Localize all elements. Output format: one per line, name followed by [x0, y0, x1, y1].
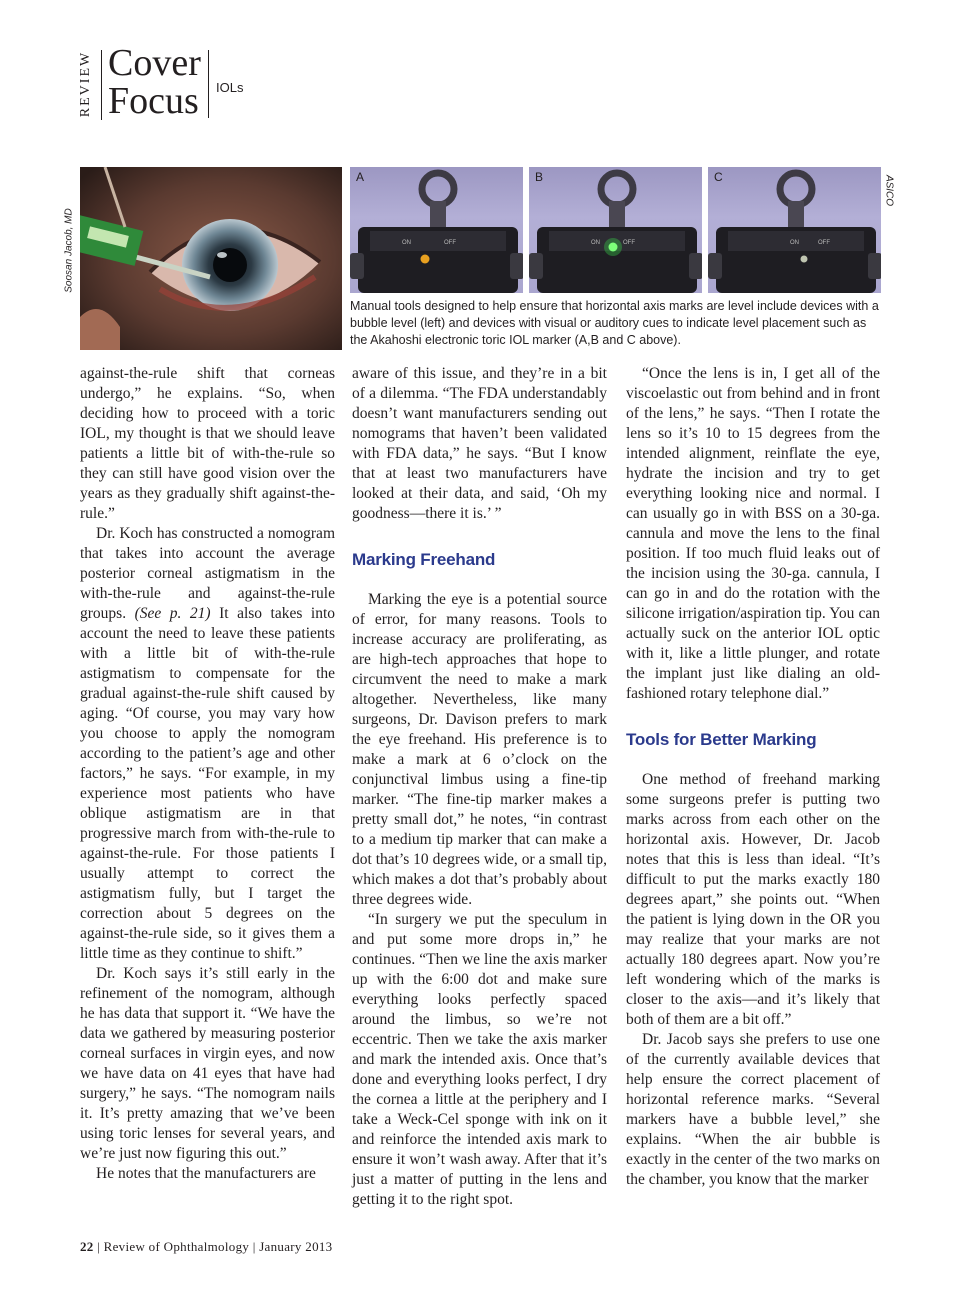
device-panel-b	[529, 167, 702, 293]
subheading: Tools for Better Marking	[626, 730, 817, 749]
section-title	[108, 44, 201, 120]
svg-text:OFF: OFF	[444, 240, 456, 246]
cross-reference: (See p. 21)	[134, 605, 211, 622]
electronic-marker-icon	[708, 167, 881, 293]
page-number: 22	[80, 1239, 94, 1254]
publication-name: Review of Ophthalmology	[103, 1239, 250, 1254]
paragraph	[80, 524, 335, 964]
electronic-marker-icon	[350, 167, 523, 293]
article-column-2	[352, 364, 607, 1210]
section-tag: IOLs	[216, 80, 244, 95]
panel-label-a: A	[356, 170, 365, 184]
svg-text:ON: ON	[402, 240, 411, 246]
device-panel-c	[708, 167, 881, 293]
article-column-1	[80, 364, 335, 1184]
section-title-line2: Focus	[108, 80, 199, 122]
paragraph: Dr. Jacob says she prefers to use one of the currently available devices that help ensure the correct placement of horizontal reference marks. “Several markers have a bubble level,” she explains. “When the air bubble is exactly in the center of the two marks on the chamber, you know that the marker	[626, 1031, 880, 1188]
eye-photo	[80, 167, 342, 350]
eye-illustration	[80, 167, 342, 350]
device-panel-a	[350, 167, 523, 293]
header-divider-left	[101, 50, 102, 120]
page-footer: 22 | Review of Ophthalmology | January 2013	[80, 1239, 333, 1254]
svg-text:ON: ON	[790, 240, 799, 246]
svg-text:ON: ON	[591, 240, 600, 246]
paragraph-text: Dr. Koch has constructed a nomogram that takes into account the average posterior corneal astigmatism in the with-the-rule and against-the-rule groups.	[80, 525, 335, 622]
indicator-light-c	[801, 256, 808, 263]
photo-credit-right	[880, 165, 898, 225]
paragraph: Marking the eye is a potential source of error, for many reasons. Tools to increase accuracy are proliferating, as are high-tech approaches that hope to circumvent the need to make a mark altogether. Nevertheless, like many surgeons, Dr. Davison prefers to mark the eye freehand. His preference is to make a mark at 6 o’clock on the conjunctival limbus using a fine-tip marker. “The fine-tip marker makes a pretty small dot,” he notes, “in contrast to a medium tip marker that can make a dot that’s 10 degrees wide, or a small tip, which makes a dot that’s probably about three degrees wide.	[352, 591, 607, 908]
paragraph: “Once the lens is in, I get all of the viscoelastic out from behind and in front of the lens,” he says. “Then I rotate the lens so it’s 10 to 15 degrees from the intended alignment, reinflate the eye, hydrate the incision and try to get everything looking nice and normal. I can usually go in with BSS on a 30-ga. cannula and move the lens to the final position. If too much fluid leaks out of the incision using the 30-ga. cannula, I can go in and do the rotation with the silicone irrigation/aspiration tip. You can actually suck on the anterior IOL optic with it, like a little plunger, and rotate the implant just like dialing an old-fashioned rotary telephone dial.”	[626, 365, 880, 702]
header-divider-right	[208, 50, 209, 118]
paragraph: One method of freehand marking some surgeons prefer is putting two marks across from each other on the horizontal axis. However, Dr. Jacob notes that this is less than ideal. “It’s difficult to put the marks exactly 180 degrees apart,” she points out. “When the patient is lying down in the OR you may realize that your marks are not actually 180 degrees apart. Now you’re left wondering which of the marks is closer to the axis—and it’s likely that both of them are a bit off.”	[626, 771, 880, 1028]
panel-label-c: C	[714, 170, 723, 184]
section-title-line1: Cover	[108, 42, 201, 84]
photo-credit-left	[60, 165, 78, 345]
subheading: Marking Freehand	[352, 550, 496, 569]
paragraph: Dr. Koch says it’s still early in the refinement of the nomogram, although he has data that support it. “We have the data we gathered by measuring posterior corneal surfaces in virgin eyes, and now we have data on 41 eyes that have had surgery,” he says. “The nomogram nails it. It’s pretty amazing that we’ve been using toric lenses for several years, and we’re just now figuring this out.”	[80, 965, 335, 1162]
figure-caption: Manual tools designed to help ensure that horizontal axis marks are level include devices with a bubble level (left) and devices with visual or auditory cues to indicate level placement such as the Akahoshi electronic toric IOL marker (A,B and C above).	[350, 299, 879, 347]
svg-text:OFF: OFF	[623, 240, 635, 246]
paragraph-text: It also takes into account the need to leave these patients with a little bit of with-the-rule astigmatism to compensate for the gradual against-the-rule shift caused by aging. “Of course, you may vary how you choose to apply the nomogram according to the patient’s age and other factors,” he says. “For example, in my experience most patients who have oblique astigmatism are in that progressive march from with-the-rule to against-the-rule. For those patients I usually attempt to correct the astigmatism fully, but I target the correction about 5 degrees on the against-the-rule side, so it gives them a little time as they continue to shift.”	[80, 605, 336, 962]
paragraph: against-the-rule shift that corneas undergo,” he explains. “So, when deciding how to proceed with a toric IOL, my thought is that we should leave patients a little bit of with-the-rule so they can still have good vision over the years as they gradually shift against-the-rule.”	[80, 365, 335, 522]
issue-date: January 2013	[259, 1239, 333, 1254]
paragraph: He notes that the manufacturers are	[96, 1165, 316, 1182]
photo-credit-right-text: ASICO	[883, 174, 895, 207]
indicator-light-b	[609, 243, 618, 252]
review-label-text: REVIEW	[78, 50, 93, 118]
indicator-light-a	[421, 255, 430, 264]
panel-label-b: B	[535, 170, 544, 184]
article-column-3	[626, 364, 880, 1190]
photo-credit-left-text: Soosan Jacob, MD	[63, 208, 75, 293]
review-label	[76, 50, 98, 120]
paragraph: aware of this issue, and they’re in a bit of a dilemma. “The FDA understandably doesn’t want manufacturers sending out nomograms that haven’t been validated with FDA data,” he says. “But I know that at least two manufacturers have looked at their data, and said, ‘Oh my goodness—there it is.’ ”	[352, 365, 607, 522]
paragraph: “In surgery we put the speculum in and put some more drops in,” he continues. “Then we line the axis marker up with the 6:00 dot and make sure everything looks perfectly spaced around the limbus, so we’re not eccentric. Then we take the axis marker and mark the intended axis. Once that’s done and everything looks perfect, I dry the cornea a little at the periphery and I take a Weck-Cel sponge with ink on it and reinforce the intended axis mark to ensure it won’t wash away. After that it’s just a matter of putting in the lens and getting it to the right spot.	[352, 911, 607, 1208]
svg-text:OFF: OFF	[818, 240, 830, 246]
electronic-marker-icon	[529, 167, 702, 293]
